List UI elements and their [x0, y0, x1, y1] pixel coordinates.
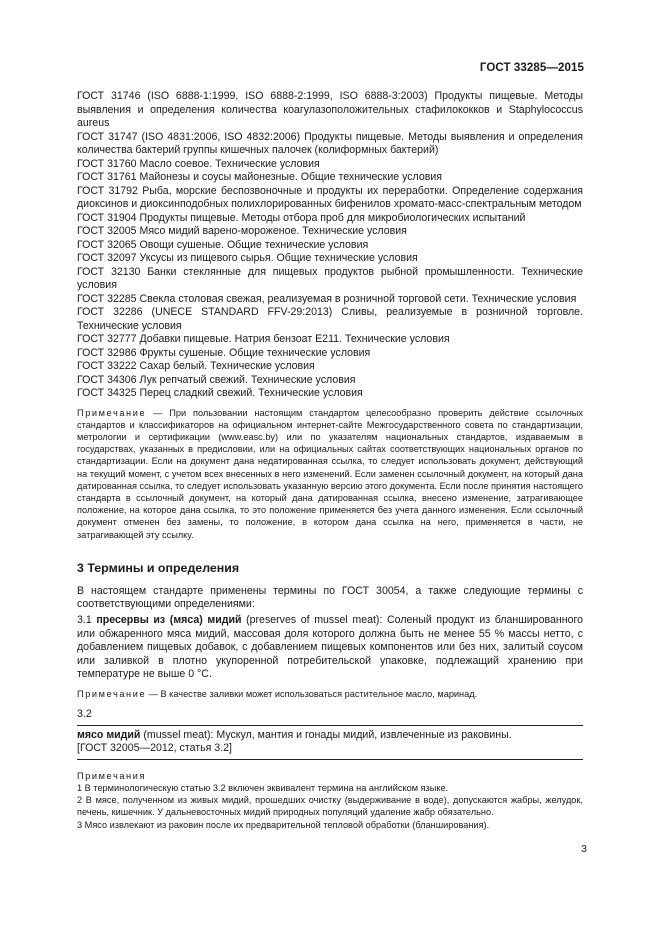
- reference-item: [77, 239, 583, 253]
- reference-item: [77, 90, 583, 131]
- reference-text: ГОСТ 32286 (UNECE STANDARD FFV-29:2013) Сливы, реализуемые в розничной торговле. Технические условия: [77, 306, 583, 332]
- notes-label: Примечания: [77, 770, 147, 781]
- notes-block: [77, 770, 583, 831]
- reference-item: [77, 225, 583, 239]
- reference-item: [77, 360, 583, 374]
- term-definition: (preserves of mussel meat): Соленый продукт из бланшированного или обжаренного мяса мидий, массовая доля которого должна быть не менее 55 % массы нетто, с добавлением пищевых добавок, с добавлением пищевых компонентов или без них, залитый соусом или заливкой в плотно укупоренной потребительской упаковке, подлежащий хранению при температуре не выше 0 °С.: [77, 613, 583, 681]
- term-3-1: [77, 614, 583, 682]
- note-text: — В качестве заливки может использоваться растительное масло, маринад.: [146, 688, 478, 699]
- term-3-1-note: [77, 688, 583, 700]
- reference-text: ГОСТ 34306 Лук репчатый свежий. Технические условия: [77, 373, 356, 386]
- reference-item: [77, 306, 583, 333]
- reference-text: ГОСТ 33222 Сахар белый. Технические условия: [77, 360, 315, 372]
- note-label: Примечание: [77, 407, 147, 418]
- term-source: [ГОСТ 32005—2012, статья 3.2]: [77, 742, 232, 755]
- section-intro: В настоящем стандарте применены термины по ГОСТ 30054, а также следующие термины с соответствующими определениями:: [77, 584, 583, 611]
- reference-item: [77, 266, 583, 293]
- reference-text: ГОСТ 31746 (ISO 6888-1:1999, ISO 6888-2:1999, ISO 6888-3:2003) Продукты пищевые. Методы выявления и определения количества коагулазоположительных стафилококков и Staphylococcus aureus: [77, 90, 583, 129]
- page-number: 3: [581, 843, 587, 855]
- reference-item: [77, 374, 583, 388]
- reference-item: [77, 212, 583, 226]
- reference-text: ГОСТ 32065 Овощи сушеные. Общие технические условия: [77, 238, 369, 251]
- term-name: мясо мидий: [77, 728, 141, 741]
- reference-text: ГОСТ 31904 Продукты пищевые. Методы отбора проб для микробиологических испытаний: [77, 211, 526, 224]
- reference-item: [77, 347, 583, 361]
- term-3-2-line: [77, 729, 583, 743]
- reference-item: [77, 333, 583, 347]
- reference-text: ГОСТ 31761 Майонезы и соусы майонезные. Общие технические условия: [77, 171, 443, 183]
- document-code: ГОСТ 33285—2015: [479, 62, 584, 74]
- page-content: [77, 90, 583, 831]
- note-text: — При пользовании настоящим стандартом целесообразно проверить действие ссылочных стандартов и классификаторов на официальном интернет-сайте Межгосударственного совета по стандартизации, метрологии и сертификации (www.easc.by) или по указателям национальных стандартов, издаваемым в государствах, указанных в предисловии, или на официальных сайтах соответствующих национальных органов по стандартизации. Если на документ дана недатированная ссылка, то следует использовать документ, действующий на текущий момент, с учетом всех внесенных в него изменений. Если заменен ссылочный документ, на который дана датированная ссылка, то следует использовать указанную версию этого документа. Если после принятия настоящего стандарта в ссылочный документ, на который дана датированная ссылка, внесено изменение, затрагивающее положение, на которое дана ссылка, то это положение применяется без учета данного изменения. Если ссылочный документ отменен без замены, то положение, в котором дана ссылка на него, применяется в части, не затрагивающей эту ссылку.: [77, 407, 583, 540]
- reference-text: ГОСТ 32005 Мясо мидий варено-мороженое. Технические условия: [77, 225, 407, 237]
- reference-text: ГОСТ 31760 Масло соевое. Технические условия: [77, 157, 320, 170]
- term-name: пресервы из (мяса) мидий: [96, 613, 242, 626]
- reference-item: [77, 293, 583, 307]
- reference-item: [77, 387, 583, 401]
- note-item: 2 В мясе, полученном из живых мидий, прошедших очистку (выдерживание в воде), допускаются жабры, желудок, печень, кишечник. У дальневосточных мидий природных популяций удаление жабр обязательно.: [77, 795, 583, 818]
- reference-text: ГОСТ 32130 Банки стеклянные для пищевых продуктов рыбной промышленности. Технические условия: [77, 265, 583, 291]
- reference-item: [77, 185, 583, 212]
- note-item: 3 Мясо извлекают из раковин после их предварительной тепловой обработки (бланширования).: [77, 819, 490, 830]
- reference-text: ГОСТ 31792 Рыба, морские беспозвоночные и продукты их переработки. Определение содержания диоксинов и диоксинподобных полихлорированных бифенилов хромато-масс-спектральным методом: [77, 184, 583, 210]
- term-3-2-number: 3.2: [77, 708, 92, 721]
- note-label: Примечание: [77, 688, 147, 699]
- reference-text: ГОСТ 31747 (ISO 4831:2006, ISO 4832:2006) Продукты пищевые. Методы выявления и определения количества бактерий группы кишечных палочек (колиформных бактерий): [77, 130, 583, 156]
- references-note: [77, 407, 583, 541]
- reference-item: [77, 252, 583, 266]
- reference-item: [77, 158, 583, 172]
- reference-text: ГОСТ 32777 Добавки пищевые. Натрия бензоат Е211. Технические условия: [77, 333, 450, 345]
- reference-item: [77, 131, 583, 158]
- reference-text: ГОСТ 34325 Перец сладкий свежий. Технические условия: [77, 387, 363, 399]
- section-heading: 3 Термины и определения: [77, 560, 240, 575]
- term-3-2-box: [77, 725, 583, 760]
- note-item: 1 В терминологическую статью 3.2 включен эквивалент термина на английском языке.: [77, 783, 449, 794]
- term-number: 3.1: [77, 613, 92, 626]
- reference-text: ГОСТ 32097 Уксусы из пищевого сырья. Общие технические условия: [77, 252, 418, 264]
- term-definition: (mussel meat): Мускул, мантия и гонады мидий, извлеченные из раковины.: [140, 728, 512, 741]
- reference-text: ГОСТ 32986 Фрукты сушеные. Общие технические условия: [77, 346, 371, 359]
- reference-text: ГОСТ 32285 Свекла столовая свежая, реализуемая в розничной торговой сети. Технические условия: [77, 292, 577, 305]
- normative-references-list: [77, 90, 583, 401]
- reference-item: [77, 171, 583, 185]
